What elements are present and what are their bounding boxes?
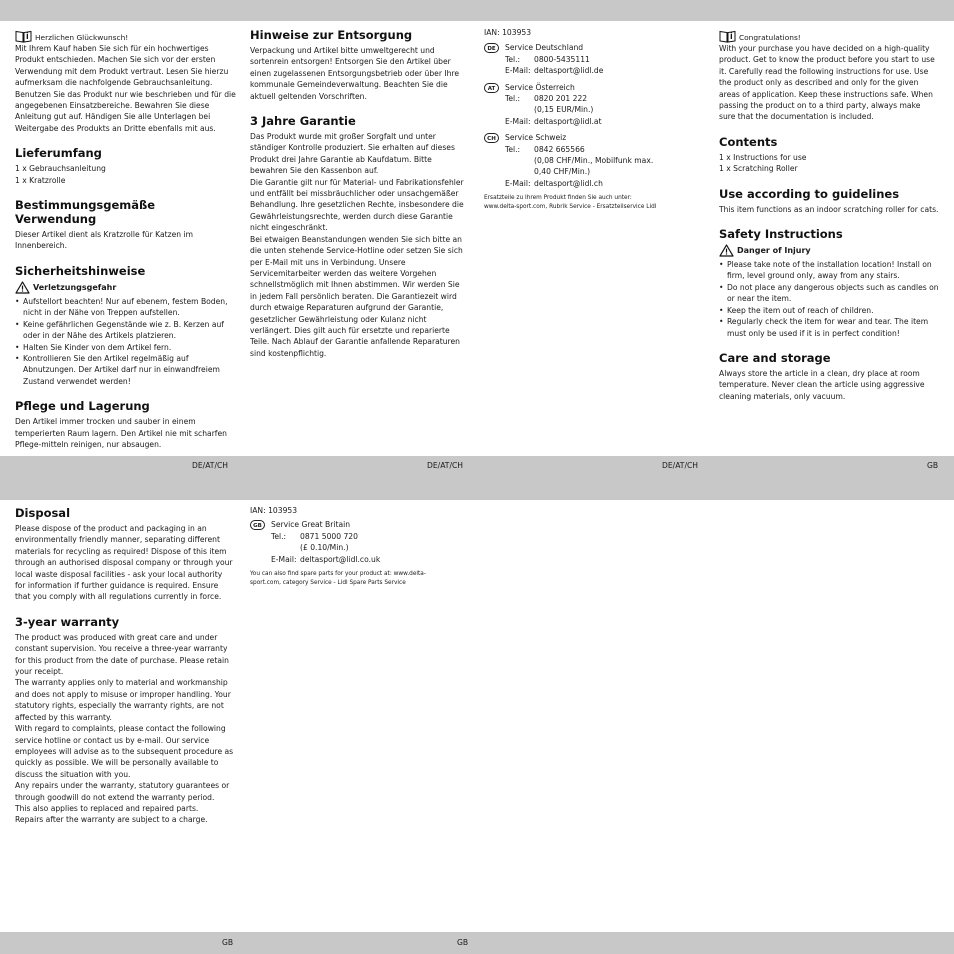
safety-list [15,296,237,387]
tel-number: 0871 5000 720 [300,531,358,541]
tel-number: 0820 201 222 [534,94,588,104]
danger-label: Verletzungsgefahr [33,282,117,292]
list-item: • Aufstellort beachten! Nur auf ebenem, festem Boden, nicht in der Nähe von Treppen aufstellen. [15,296,237,319]
list-item: • Keep the item out of reach of children. [719,305,939,316]
footer-label: DE/AT/CH [192,461,229,470]
intro-text: Mit Ihrem Kauf haben Sie sich für ein hochwertiges Produkt entschieden. Machen Sie sich vor der ersten Verwendung mit dem Produkt vertraut. Lesen Sie hierzu aufmerksam die nachfolgende Gebrauchsanleitung. Benutzen Sie das Produkt nur wie beschrieben und für die angegebenen Einsatzbereiche. Bewahren Sie diese Anleitung gut auf. Händigen Sie alle Unterlagen bei Weitergabe des Produkts an Dritte ebenfalls mit aus. [15,44,236,133]
intro-text: With your purchase you have decided on a high-quality product. Get to know the product before you start to use it. Carefully read the following instructions for use. Use the product only as described and only for the given areas of application. Keep these instructions safe. When passing the product on to a third party, always make sure that the documentation is included. [719,44,935,122]
warranty-text: The warranty applies only to material and workmanship and does not apply to misuse or improper handling. Your statutory rights, especially the warranty rights, are not affected by this warranty. [15,678,231,722]
tel-label: Tel.: [505,54,521,64]
warranty-text: Bei etwaigen Beanstandungen wenden Sie sich bitte an die unten stehende Service-Hotline oder setzen Sie sich per E-Mail mit uns in Verbindung. Unsere Servicemitarbeiter werden das weitere Vorgehen schnellstmöglich mit Ihnen abstimmen. Wir werden Sie in jedem Fall persönlich beraten. Die Garantiezeit wird durch etwaige Reparaturen aufgrund der Garantie, gesetzlicher Gewährleistung oder Kulanz nicht verlängert. Dies gilt auch für ersetzte und reparierte Teile. Nach Ablauf der Garantie anfallende Reparaturen sind kostenpflichtig. [250,234,463,358]
scope-item: 1 x Kratzrolle [15,175,66,185]
warranty-text: The product was produced with great care and under constant supervision. You receive a three-year warranty for this product from the date of purchase. Please retain your receipt. [15,632,229,677]
disposal-title: Disposal [15,506,71,520]
warranty-text: Repairs after the warranty are subject to a charge. [15,815,208,825]
mail-label: E-Mail: [505,66,531,76]
care-text: Always store the article in a clean, dry place at room temperature. Never clean the article using aggressive cleaning materials, only vacuum. [719,368,925,401]
care-text: Den Artikel immer trocken und sauber in einem temperierten Raum lagern. Den Artikel nie mit scharfen Pflege-mitteln reinigen, nur absaugen. [15,417,227,449]
ian-number: IAN: 103953 [250,506,298,515]
tel-note: (0,15 EUR/Min.) [534,105,594,115]
list-item: • Halten Sie Kinder von dem Artikel fern. [15,342,237,353]
mail-address: deltasport@lidl.de [534,66,604,76]
contents-item: 1 x Scratching Roller [719,164,798,174]
tel-label: Tel.: [505,144,521,154]
disposal-title: Hinweise zur Entsorgung [250,28,413,42]
spare-parts-note: You can also find spare parts for your product at: www.delta-sport.com, category Service - Lidl Spare Parts Service [250,571,426,586]
warranty-text: Das Produkt wurde mit großer Sorgfalt und unter ständiger Kontrolle produziert. Sie erhalten auf dieses Produkt drei Jahre Garantie ab Kaufdatum. Bitte bewahren Sie den Kassenbon auf. [250,132,455,176]
use-text: This item functions as an indoor scratching roller for cats. [719,204,939,214]
list-item: • Do not place any dangerous objects such as candles on or near the item. [719,282,939,305]
footer-label: DE/AT/CH [427,461,464,470]
warranty-title: 3-year warranty [15,614,120,629]
de-column-1 [15,30,237,450]
mail-label: E-Mail: [271,554,297,564]
list-item: • Kontrollieren Sie den Artikel regelmäßig auf Abnutzungen. Der Artikel darf nur in einwandfreiem Zustand verwendet werden! [15,353,237,387]
intro-heading [719,30,939,43]
de-column-2 [250,28,467,359]
use-title: Bestimmungsgemäße Verwendung [15,198,156,227]
safety-list [719,259,939,339]
middle-bar [0,456,954,500]
intro-label: Congratulations! [739,32,801,42]
service-name: Service Schweiz [505,133,567,143]
gb-column-2 [15,506,235,826]
warranty-text: This also applies to replaced and repaired parts. [15,803,199,813]
tel-note: (0,08 CHF/Min., Mobilfunk max. 0,40 CHF/Min.) [534,156,654,177]
safety-title: Sicherheitshinweise [15,263,146,278]
service-name: Service Great Britain [271,520,351,530]
country-badge-gb: GB [250,520,265,530]
warranty-text: Die Garantie gilt nur für Material- und Fabrikationsfehler und entfällt bei missbräuchlicher oder unsachgemäßer Behandlung. Ihre gesetzlichen Rechte, insbesondere die Gewährleistungsrechte, werden durch diese Garantie nicht eingeschränkt. [250,177,464,233]
country-badge-ch: CH [484,133,499,143]
country-badge-de: DE [484,43,499,53]
tel-label: Tel.: [505,94,521,104]
warranty-title: 3 Jahre Garantie [250,114,356,129]
service-entry-gb [250,519,450,565]
warranty-text: Any repairs under the warranty, statutory guarantees or through goodwill do not extend the warranty period. [15,781,230,802]
gb-column-1 [719,30,939,402]
use-text: Dieser Artikel dient als Kratzrolle für Katzen im Innenbereich. [15,230,193,251]
list-item: • Regularly check the item for wear and tear. The item must only be used if it is in perfect condition! [719,316,939,339]
service-entry-at [484,82,684,128]
list-item: • Please take note of the installation location! Install on firm, level ground only, away from any stairs. [719,259,939,282]
mail-label: E-Mail: [505,178,531,188]
danger-label: Danger of Injury [737,245,811,255]
safety-title: Safety Instructions [719,227,843,242]
care-title: Care and storage [719,350,831,365]
danger-heading [719,244,939,257]
bottom-bar [0,932,954,954]
country-badge-at: AT [484,83,499,93]
care-title: Pflege und Lagerung [15,399,150,414]
disposal-text: Verpackung und Artikel bitte umweltgerecht und sortenrein entsorgen! Entsorgen Sie den Artikel über einen zugelassenen Entsorgungsbetrieb oder über Ihre kommunale Gemeindeverwaltung. Beachten Sie die aktuell geltenden Vorschriften. [250,46,460,101]
scope-item: 1 x Gebrauchsanleitung [15,164,106,174]
tel-note: (£ 0.10/Min.) [300,543,349,553]
intro-heading [15,30,237,43]
service-name: Service Österreich [505,82,575,92]
tel-number: 0800-5435111 [534,54,590,64]
footer-label: GB [927,461,939,470]
footer-label: GB [457,938,469,947]
service-entry-de [484,42,684,76]
top-bar [0,0,954,21]
mail-address: deltasport@lidl.ch [534,178,603,188]
footer-label: GB [222,938,234,947]
de-service-column [484,27,684,211]
mail-address: deltasport@lidl.at [534,116,602,126]
warranty-text: With regard to complaints, please contact the following service hotline or contact us by e-mail. Our service employees will advise as to the subsequent procedure as quickly as possible. We will be personally available to discuss the situation with you. [15,724,234,779]
mail-address: deltasport@lidl.co.uk [300,554,381,564]
footer-label: DE/AT/CH [662,461,699,470]
disposal-text: Please dispose of the product and packaging in an environmentally friendly manner, separating different materials for recycling as required! Dispose of this item through an authorised disposal company or through your local waste disposal facilities - ask your local authority for information if further guidance is required. Ensure that you comply with all regulations currently in force. [15,524,233,602]
instruction-book-icon [719,30,736,43]
ian-number: IAN: 103953 [484,28,532,37]
mail-label: E-Mail: [505,116,531,126]
tel-label: Tel.: [271,531,287,541]
scope-title: Lieferumfang [15,146,102,161]
contents-item: 1 x Instructions for use [719,152,807,162]
warning-icon [719,244,734,257]
spare-parts-note: Ersatzteile zu Ihrem Produkt finden Sie auch unter: www.delta-sport.com, Rubrik Service - Ersatzteilservice Lidl [484,195,657,210]
gb-service-column [250,505,450,587]
intro-label: Herzlichen Glückwunsch! [35,32,129,42]
service-entry-ch [484,132,684,189]
warning-icon [15,281,30,294]
contents-title: Contents [719,134,778,149]
use-title: Use according to guidelines [719,186,900,201]
instruction-book-icon [15,30,32,43]
list-item: • Keine gefährlichen Gegenstände wie z. B. Kerzen auf oder in der Nähe des Artikels platzieren. [15,319,237,342]
tel-number: 0842 665566 [534,144,585,154]
service-name: Service Deutschland [505,43,584,53]
danger-heading [15,281,237,294]
